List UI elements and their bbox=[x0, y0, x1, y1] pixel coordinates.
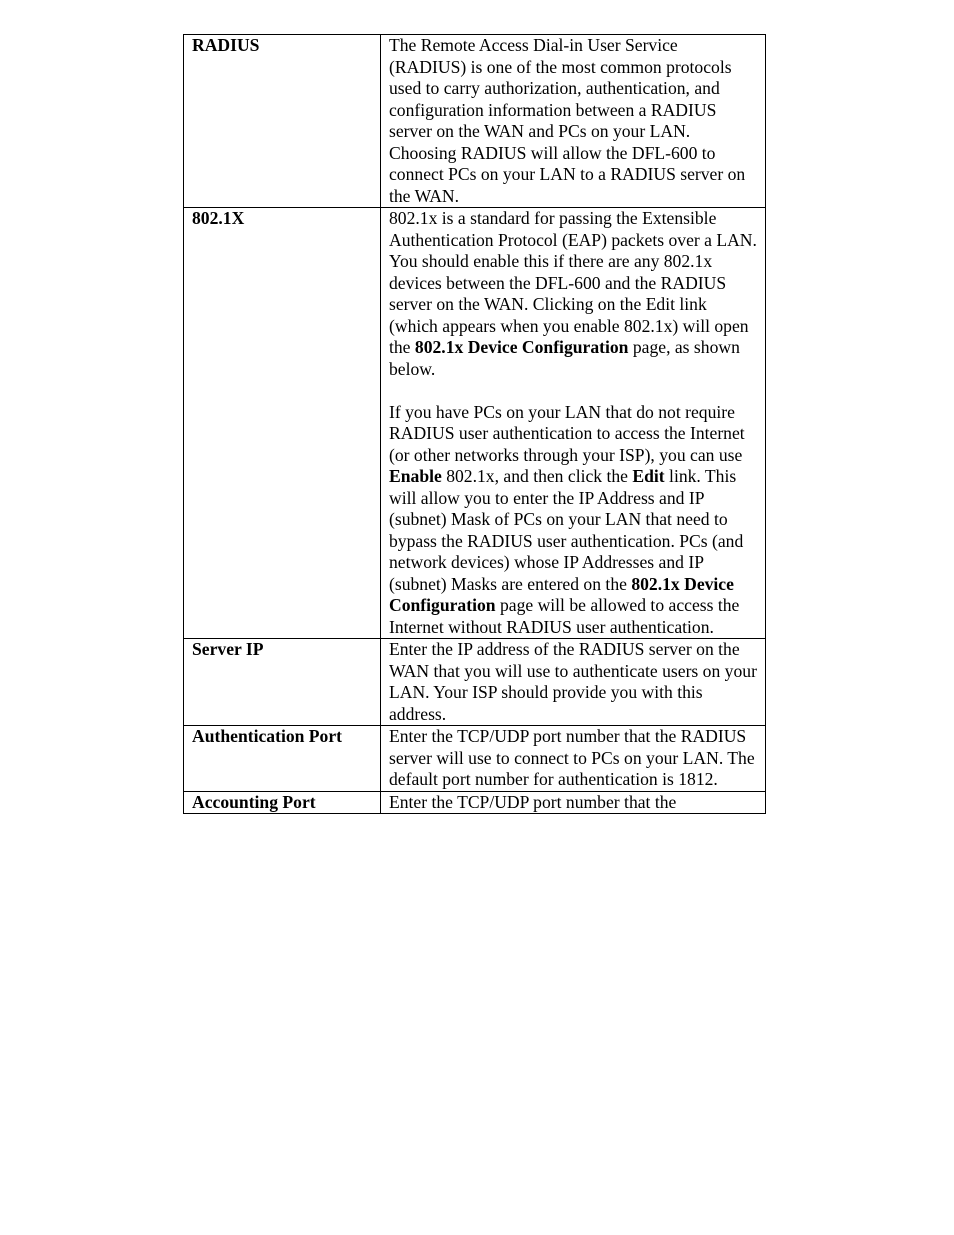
description-paragraph bbox=[389, 792, 759, 814]
text-run: The Remote Access Dial-in User Service (RADIUS) is one of the most common protocols used to carry authorization, authentication, and configuration information between a RADIUS server on the WAN and PCs on your LAN. Choosing RADIUS will allow the DFL-600 to connect PCs on your LAN to a RADIUS server on the WAN. bbox=[389, 35, 746, 206]
text-run: link. This will allow you to enter the IP Address and IP (subnet) Mask of PCs on your LAN that need to bypass the RADIUS user authentication. PCs (and network devices) whose IP Addresses and IP (subnet) Masks are entered on the bbox=[389, 466, 744, 594]
definition-table-body bbox=[184, 35, 766, 814]
text-run: Enter the TCP/UDP port number that the RADIUS server will use to connect to PCs on your LAN. The default port number for authentication is 1812. bbox=[389, 726, 755, 789]
table-row-authentication-port bbox=[184, 726, 766, 792]
table-row-server-ip bbox=[184, 639, 766, 726]
description-cell bbox=[381, 35, 766, 208]
description-paragraph bbox=[389, 35, 759, 207]
text-run: page will be allowed to access the Internet without RADIUS user authentication. bbox=[389, 595, 740, 637]
description-paragraph bbox=[389, 402, 759, 639]
bold-text: 802.1x Device Configuration bbox=[389, 573, 734, 615]
term-cell: Authentication Port bbox=[184, 726, 381, 792]
table-row-8021x bbox=[184, 208, 766, 639]
text-run: Enter the IP address of the RADIUS server on the WAN that you will use to authenticate users on your LAN. Your ISP should provide you with this address. bbox=[389, 639, 757, 724]
bold-text: Edit bbox=[632, 466, 665, 486]
term-cell: Server IP bbox=[184, 639, 381, 726]
description-cell bbox=[381, 791, 766, 814]
text-run: If you have PCs on your LAN that do not require RADIUS user authentication to access the Internet (or other networks through your ISP), you can use bbox=[389, 401, 745, 465]
bold-text: 802.1x Device Configuration bbox=[414, 337, 629, 357]
description-cell bbox=[381, 726, 766, 792]
description-paragraph bbox=[389, 208, 759, 380]
description-paragraph bbox=[389, 639, 759, 725]
description-paragraph bbox=[389, 726, 759, 791]
text-run: Enter the TCP/UDP port number that the bbox=[389, 791, 677, 812]
description-cell bbox=[381, 639, 766, 726]
table-row-accounting-port bbox=[184, 791, 766, 814]
description-cell bbox=[381, 208, 766, 639]
table-row-radius bbox=[184, 35, 766, 208]
definition-table bbox=[183, 34, 766, 814]
text-run: page, as shown below. bbox=[389, 337, 740, 379]
text-run: 802.1x, and then click the bbox=[441, 466, 633, 486]
term-cell: Accounting Port bbox=[184, 791, 381, 814]
term-cell: RADIUS bbox=[184, 35, 381, 208]
text-run: 802.1x is a standard for passing the Extensible Authentication Protocol (EAP) packets over a LAN. You should enable this if there are any 802.1x devices between the DFL-600 and the RADIUS server on the WAN. Clicking on the Edit link (which appears when you enable 802.1x) will open the bbox=[389, 208, 757, 357]
bold-text: Enable bbox=[389, 466, 442, 486]
term-cell: 802.1X bbox=[184, 208, 381, 639]
